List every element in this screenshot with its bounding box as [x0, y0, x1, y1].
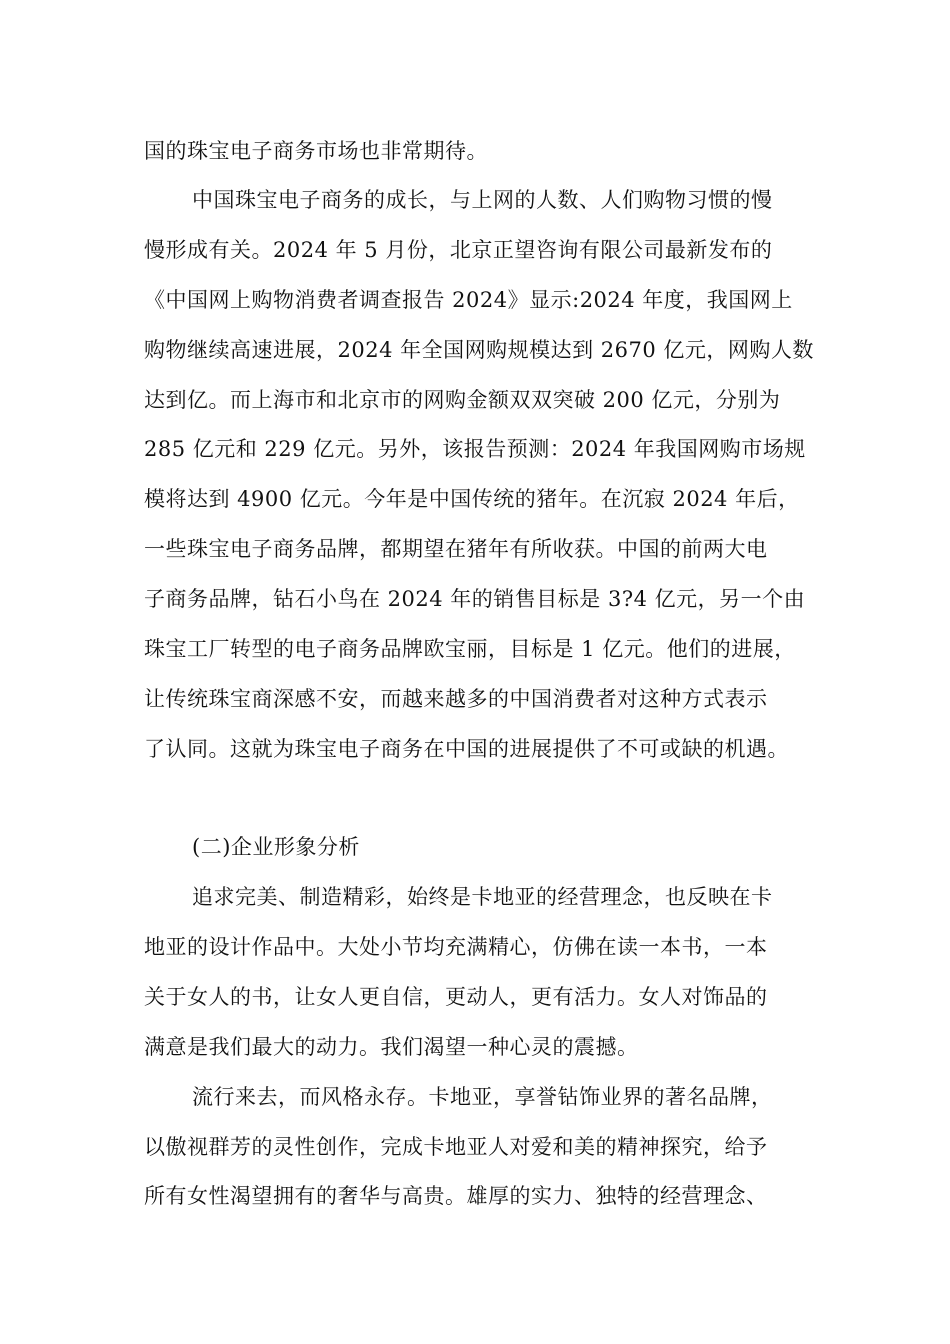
paragraph-2-line-11: 让传统珠宝商深感不安，而越来越多的中国消费者对这种方式表示: [144, 687, 768, 711]
paragraph-2-line-5: 达到亿。而上海市和北京市的网购金额双双突破 200 亿元，分别为: [144, 388, 781, 412]
paragraph-2-line-3: 《中国网上购物消费者调查报告 2024》显示:2024 年度，我国网上: [144, 288, 793, 312]
paragraph-2-line-8: 一些珠宝电子商务品牌，都期望在猪年有所收获。中国的前两大电: [144, 537, 768, 561]
paragraph-2-line-12: 了认同。这就为珠宝电子商务在中国的进展提供了不可或缺的机遇。: [144, 737, 789, 761]
paragraph-2-line-6: 285 亿元和 229 亿元。另外，该报告预测：2024 年我国网购市场规: [144, 437, 806, 461]
paragraph-2-line-7: 模将达到 4900 亿元。今年是中国传统的猪年。在沉寂 2024 年后，: [144, 487, 800, 511]
paragraph-4-line-1: 流行来去，而风格永存。卡地亚，享誉钻饰业界的著名品牌，: [192, 1085, 773, 1109]
paragraph-3-line-1: 追求完美、制造精彩，始终是卡地亚的经营理念，也反映在卡: [192, 885, 773, 909]
paragraph-2-line-2: 慢形成有关。2024 年 5 月份，北京正望咨询有限公司最新发布的: [144, 238, 773, 262]
paragraph-2-line-4: 购物继续高速进展，2024 年全国网购规模达到 2670 亿元，网购人数: [144, 338, 814, 362]
paragraph-2-line-1: 中国珠宝电子商务的成长，与上网的人数、人们购物习惯的慢: [192, 188, 773, 212]
paragraph-3-line-4: 满意是我们最大的动力。我们渴望一种心灵的震撼。: [144, 1035, 639, 1059]
paragraph-3-line-2: 地亚的设计作品中。大处小节均充满精心，仿佛在读一本书，一本: [144, 935, 768, 959]
paragraph-2-line-9: 子商务品牌，钻石小鸟在 2024 年的销售目标是 3?4 亿元，另一个由: [144, 587, 806, 611]
paragraph-3-line-3: 关于女人的书，让女人更自信，更动人，更有活力。女人对饰品的: [144, 985, 768, 1009]
paragraph-2-line-10: 珠宝工厂转型的电子商务品牌欧宝丽，目标是 1 亿元。他们的进展，: [144, 637, 796, 661]
section-heading: (二)企业形象分析: [192, 835, 360, 859]
paragraph-1-line-1: 国的珠宝电子商务市场也非常期待。: [144, 139, 488, 163]
paragraph-4-line-3: 所有女性渴望拥有的奢华与高贵。雄厚的实力、独特的经营理念、: [144, 1184, 768, 1208]
paragraph-4-line-2: 以傲视群芳的灵性创作，完成卡地亚人对爱和美的精神探究，给予: [144, 1135, 768, 1159]
